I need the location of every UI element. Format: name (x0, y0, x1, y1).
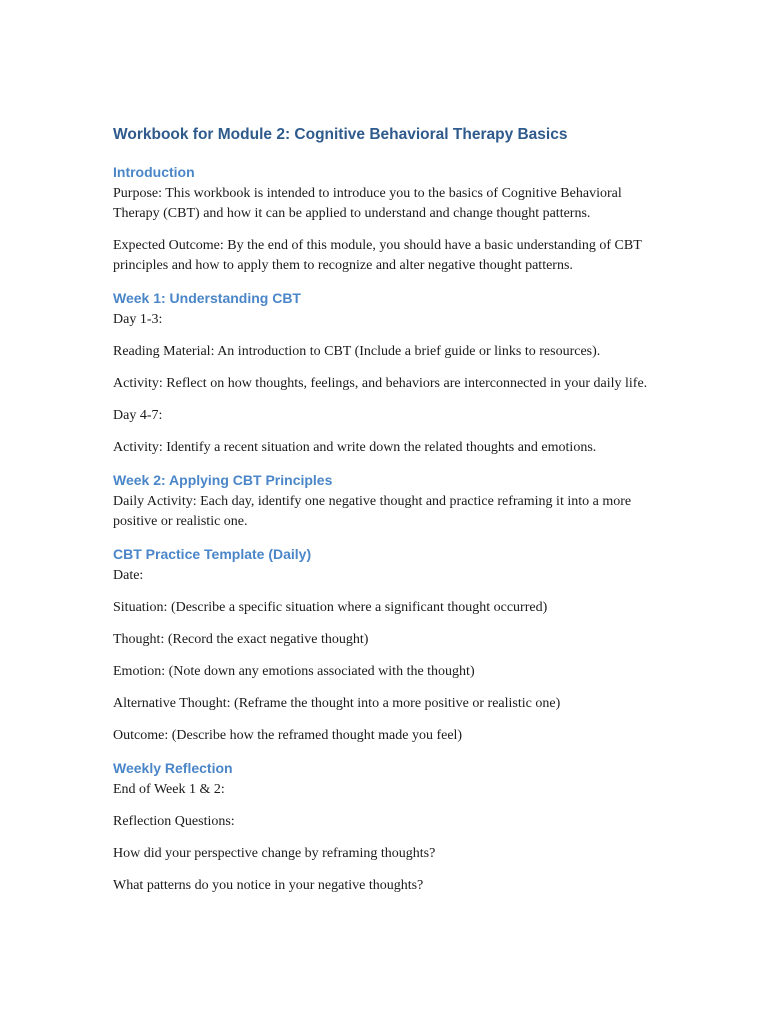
paragraph: Emotion: (Note down any emotions associated with the thought) (113, 664, 475, 679)
paragraph: Daily Activity: Each day, identify one negative thought and practice reframing it into a more positive or realistic one. (113, 494, 632, 529)
section-heading: Introduction (113, 164, 195, 180)
paragraph: What patterns do you notice in your negative thoughts? (113, 878, 424, 893)
section-introduction (113, 162, 658, 276)
paragraph: Date: (113, 568, 144, 583)
section-week-2 (113, 470, 658, 532)
paragraph: Purpose: This workbook is intended to introduce you to the basics of Cognitive Behavioral Therapy (CBT) and how it can be applied to understand and change thought patterns. (113, 186, 622, 221)
section-week-1 (113, 288, 658, 458)
section-weekly-reflection (113, 758, 658, 896)
paragraph: Activity: Reflect on how thoughts, feelings, and behaviors are interconnected in your daily life. (113, 376, 648, 391)
section-heading: CBT Practice Template (Daily) (113, 546, 312, 562)
paragraph: How did your perspective change by reframing thoughts? (113, 846, 436, 861)
section-heading: Week 2: Applying CBT Principles (113, 472, 333, 488)
section-heading: Week 1: Understanding CBT (113, 290, 301, 306)
paragraph: Situation: (Describe a specific situation where a significant thought occurred) (113, 600, 548, 615)
paragraph: Day 4-7: (113, 408, 163, 423)
paragraph: Alternative Thought: (Reframe the thought into a more positive or realistic one) (113, 696, 561, 711)
document-title: Workbook for Module 2: Cognitive Behavioral Therapy Basics (113, 126, 568, 143)
paragraph: Reading Material: An introduction to CBT (Include a brief guide or links to resources). (113, 344, 601, 359)
section-practice-template (113, 544, 658, 746)
paragraph: Activity: Identify a recent situation and write down the related thoughts and emotions. (113, 440, 597, 455)
paragraph: Reflection Questions: (113, 814, 235, 829)
paragraph: Outcome: (Describe how the reframed thought made you feel) (113, 728, 463, 743)
paragraph: Expected Outcome: By the end of this module, you should have a basic understanding of CBT principles and how to apply them to recognize and alter negative thought patterns. (113, 238, 642, 273)
paragraph: End of Week 1 & 2: (113, 782, 225, 797)
paragraph: Day 1-3: (113, 312, 163, 327)
paragraph: Thought: (Record the exact negative thought) (113, 632, 369, 647)
section-heading: Weekly Reflection (113, 760, 233, 776)
document-page (113, 122, 658, 908)
